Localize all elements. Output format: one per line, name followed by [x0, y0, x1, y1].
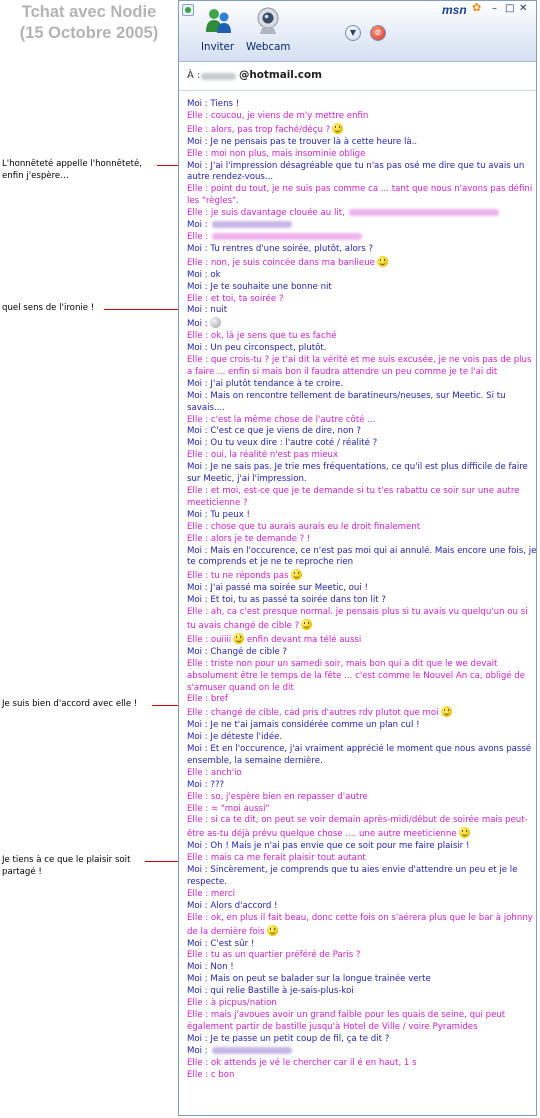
message-text: Elle : et moi, est-ce que je te demande si tu t'es rabattu ce soir sur une autre meeticienne ? — [187, 486, 520, 508]
webcam-label: Webcam — [246, 41, 291, 53]
page-title-line1: Tchat avec Nodie — [21, 3, 157, 21]
redacted-text — [349, 209, 499, 216]
message-elle — [187, 950, 537, 962]
message-text: Elle : changé de cible, cad pris d'autres rdv plutot que moi — [187, 708, 439, 719]
message-elle — [187, 208, 537, 220]
message-moi — [187, 583, 537, 595]
message-text: Elle : mais ca me ferait plaisir tout autant — [187, 853, 366, 864]
message-moi — [187, 962, 537, 974]
message-text: Elle : c'est la même chose de l'autre côté ... — [187, 414, 376, 425]
message-elle — [187, 815, 537, 841]
message-elle — [187, 256, 537, 270]
to-label: À : — [187, 70, 201, 81]
chevron-down-icon: ▼ — [349, 28, 357, 37]
message-moi — [187, 1046, 537, 1058]
webcam-icon — [253, 6, 283, 36]
message-elle — [187, 853, 537, 865]
block-icon: ⊘ — [374, 28, 382, 37]
window-toolbar — [179, 1, 536, 62]
smiley-grin-icon — [233, 633, 244, 644]
page-title-line2: (15 Octobre 2005) — [19, 24, 159, 42]
message-text: Elle : alors, pas trop faché/déçu ? — [187, 124, 331, 135]
message-text: Elle : = "moi aussi" — [187, 803, 270, 814]
conversation-history — [187, 99, 537, 1081]
message-elle — [187, 1058, 537, 1070]
message-text: Elle : non, je suis coincée dans ma banlieue — [187, 257, 375, 268]
message-text: Elle : — [187, 231, 209, 242]
message-moi — [187, 939, 537, 951]
message-text: Moi : ??? — [187, 779, 225, 790]
webcam-button[interactable] — [246, 6, 290, 53]
message-elle — [187, 331, 537, 343]
message-text: Moi : Je te passe un petit coup de fil, ça te dit ? — [187, 1033, 390, 1044]
message-elle — [187, 569, 537, 583]
smiley-wink-icon — [301, 619, 312, 630]
message-moi — [187, 1034, 537, 1046]
message-text: Moi : nuit — [187, 305, 228, 316]
message-elle — [187, 1010, 537, 1034]
message-elle — [187, 998, 537, 1010]
message-elle — [187, 633, 537, 647]
message-moi — [187, 462, 537, 486]
message-elle — [187, 792, 537, 804]
invite-button[interactable] — [201, 6, 234, 53]
message-moi — [187, 161, 537, 185]
message-text: Moi : Je ne sais pas. Je trie mes fréquentations, ce qu'il est plus difficile de faire sur Meetic, j'ai l'impression. — [187, 462, 528, 485]
message-text: Elle : que crois-tu ? je t'ai dit la vérité et me suis excusée, je ne vois pas de plus a faire ... enfin si mais bon il faudra attendre un peu comme je te l'ai dit — [187, 355, 532, 377]
message-elle — [187, 232, 537, 244]
message-moi — [187, 426, 537, 438]
message-text: Elle : coucou, je viens de m'y mettre enfin — [187, 110, 369, 121]
message-elle — [187, 450, 537, 462]
message-text: Moi : Je déteste l'idée. — [187, 732, 283, 743]
message-elle — [187, 659, 537, 695]
message-elle — [187, 355, 537, 379]
message-moi — [187, 343, 537, 355]
invite-label: Inviter — [201, 41, 235, 53]
message-text: Moi : Changé de cible ? — [187, 646, 288, 657]
message-moi — [187, 780, 537, 792]
message-elle — [187, 123, 537, 137]
message-moi — [187, 99, 537, 111]
message-moi — [187, 647, 537, 659]
message-moi — [187, 841, 537, 853]
more-options-button[interactable] — [345, 25, 361, 41]
close-button[interactable]: ✕ — [519, 3, 528, 14]
message-elle — [187, 768, 537, 780]
message-text: Elle : et toi, ta soirée ? — [187, 293, 284, 304]
page-title — [0, 2, 178, 44]
message-moi — [187, 317, 537, 331]
smiley-wink-icon — [441, 706, 452, 717]
message-moi — [187, 510, 537, 522]
annotation-connector — [104, 309, 183, 310]
message-text: Moi : Je te souhaite une bonne nit — [187, 281, 332, 292]
redacted-contact-name — [201, 73, 236, 80]
message-elle — [187, 706, 537, 720]
message-text: Moi : Ou tu veux dire : l'autre coté / réalité ? — [187, 438, 378, 449]
message-elle — [187, 607, 537, 633]
msn-logo: msn — [442, 3, 467, 17]
redacted-text — [212, 233, 362, 240]
message-text: Elle : so, j'espère bien en repasser d'autre — [187, 791, 368, 802]
message-moi — [187, 901, 537, 913]
message-elle — [187, 804, 537, 816]
message-text: Moi : Tu peux ! — [187, 509, 250, 520]
message-text: Elle : ah, ca c'est presque normal. je pensais plus si tu avais vu quelqu'un ou si tu avais changé de cible ? — [187, 607, 528, 631]
message-text: Elle : ok, là je sens que tu es faché — [187, 331, 337, 342]
message-text: Moi : — [187, 319, 208, 330]
smiley-wink-icon — [332, 123, 343, 134]
annotation-agree: Je suis bien d'accord avec elle ! — [2, 699, 138, 709]
message-text: Elle : c bon — [187, 1069, 235, 1080]
message-text: Elle : merci — [187, 888, 235, 899]
redacted-text — [212, 1047, 292, 1054]
message-text: Moi : Alors d'accord ! — [187, 900, 278, 911]
smiley-wink-icon — [291, 569, 302, 580]
annotation-pleasure: Je tiens à ce que le plaisir soit partagé ! — [2, 855, 131, 877]
message-elle — [187, 184, 537, 208]
message-text: Elle : mais j'avoues avoir un grand faible pour les quais de seine, qui peut également partir de bastille jusqu'à Hotel de Ville / voire Pyramides — [187, 1009, 506, 1032]
message-text: Moi : J'ai l'impression désagréable que tu n'as pas osé me dire que tu avais un autre rendez-vous... — [187, 160, 525, 183]
message-text: Moi : — [187, 1045, 208, 1056]
message-text: Moi : Mais en l'occurence, ce n'est pas moi qui ai annulé. Mais encore une fois, je te comprends et je ne te reproche rien — [187, 545, 537, 568]
message-text: Moi : Sincèrement, je comprends que tu aies envie d'attendre un peu et je le respecte. — [187, 865, 518, 887]
smiley-wink-icon — [377, 256, 388, 267]
message-elle — [187, 149, 537, 161]
message-text: Moi : Et en l'occurence, j'ai vraiment apprécié le moment que nous avons passé ensemble, la semaine dernière. — [187, 744, 532, 766]
message-moi — [187, 282, 537, 294]
message-text: Moi : Je ne pensais pas te trouver là à cette heure là.. — [187, 136, 418, 147]
message-text: Moi : J'ai plutôt tendance à te croire. — [187, 378, 344, 389]
message-text: Elle : point du tout, je ne suis pas comme ca ... tant que nous n'avons pas défini les "règles". — [187, 184, 533, 207]
message-text: Elle : alors je te demande ? ! — [187, 533, 311, 544]
message-moi — [187, 546, 537, 570]
to-field — [179, 62, 536, 91]
message-text: Moi : Et toi, tu as passé ta soirée dans ton lit ? — [187, 595, 386, 606]
message-text: Elle : moi non plus, mais insominie oblige — [187, 148, 366, 159]
message-text: Elle : je suis davantage clouée au lit, — [187, 208, 345, 219]
message-text: Moi : C'est ce que je viens de dire, non ? — [187, 426, 361, 437]
maximize-button[interactable]: □ — [505, 3, 515, 14]
message-text: Elle : à picpus/nation — [187, 998, 277, 1009]
message-text: Elle : triste non pour un samedi soir, mais bon qui a dit que le we devait absolument être le temps de la fête ... c'est comme le Nouvel An ca, obligé de s'amuser quand on le dit — [187, 658, 526, 693]
smiley-grin-icon — [267, 925, 278, 936]
block-contact-button[interactable] — [370, 25, 386, 41]
contact-email-domain: @hotmail.com — [239, 69, 322, 81]
message-text: Elle : ok, en plus il fait beau, donc cette fois on s'aérera plus que le bar à johnny de la dernière fois — [187, 912, 533, 937]
message-moi — [187, 244, 537, 256]
message-moi — [187, 595, 537, 607]
annotation-irony: quel sens de l'ironie ! — [2, 303, 95, 313]
message-elle — [187, 294, 537, 306]
message-moi — [187, 865, 537, 889]
message-elle — [187, 534, 537, 546]
chat-window — [178, 0, 537, 1116]
message-moi — [187, 732, 537, 744]
message-elle — [187, 486, 537, 510]
message-text: Elle : si ca te dit, on peut se voir demain après-midi/début de soirée mais peut-être as-tu déjà prévu quelque chose .... une autre meeticienne — [187, 815, 528, 840]
message-text: Elle : tu ne réponds pas — [187, 571, 289, 582]
message-moi — [187, 974, 537, 986]
invite-contacts-icon — [203, 6, 233, 36]
msn-butterfly-icon: ✿ — [472, 1, 482, 14]
message-text: Moi : Mais on peut se balader sur la longue trainée verte — [187, 974, 431, 985]
message-moi — [187, 220, 537, 232]
minimize-button[interactable]: – — [492, 3, 497, 14]
message-text: Moi : — [187, 220, 208, 231]
message-moi — [187, 438, 537, 450]
message-text: Moi : C'est sûr ! — [187, 938, 255, 949]
annotation-honesty: L'honnêteté appelle l'honnêteté, enfin j'espère… — [2, 159, 143, 181]
message-text: Elle : bref — [187, 694, 228, 705]
message-text: Moi : Tu rentres d'une soirée, plutôt, alors ? — [187, 243, 374, 254]
message-text: Moi : Tiens ! — [187, 99, 240, 109]
message-text: Moi : Oh ! Mais je n'ai pas envie que ce soit pour me faire plaisir ! — [187, 841, 470, 852]
redacted-text — [212, 221, 292, 228]
message-text: Moi : Je ne t'ai jamais considérée comme un plan cul ! — [187, 720, 420, 731]
message-text: Elle : ouiiii — [187, 634, 232, 645]
message-moi — [187, 305, 537, 317]
message-moi — [187, 137, 537, 149]
message-moi — [187, 986, 537, 998]
moon-icon — [210, 317, 221, 328]
message-text: Elle : ok attends je vé le chercher car il é en haut, 1 s — [187, 1057, 417, 1068]
message-elle — [187, 111, 537, 123]
message-text: Moi : Non ! — [187, 962, 234, 973]
message-text: Elle : chose que tu aurais aurais eu le droit finalement — [187, 521, 421, 532]
message-text: Moi : Mais on rencontre tellement de baratineurs/neuses, sur Meetic. Si tu savais.... — [187, 390, 506, 413]
message-elle — [187, 889, 537, 901]
message-moi — [187, 391, 537, 415]
message-moi — [187, 720, 537, 732]
message-moi — [187, 744, 537, 768]
message-text: Elle : anch'io — [187, 767, 242, 778]
message-text: Elle : tu as un quartier préféré de Paris ? — [187, 950, 361, 961]
message-text: Moi : ok — [187, 269, 221, 280]
message-text: Moi : qui relie Bastille à je-sais-plus-koi — [187, 986, 354, 997]
message-text: Elle : oui, la réalité n'est pas mieux — [187, 450, 339, 461]
message-text: Moi : J'ai passé ma soirée sur Meetic, oui ! — [187, 583, 368, 594]
message-elle — [187, 913, 537, 939]
message-elle — [187, 415, 537, 427]
message-elle — [187, 522, 537, 534]
message-elle — [187, 694, 537, 706]
smiley-wink-icon — [459, 827, 470, 838]
message-moi — [187, 270, 537, 282]
message-elle — [187, 1070, 537, 1082]
message-text: Moi : Un peu circonspect, plutôt. — [187, 343, 327, 354]
message-text-suffix: enfin devant ma télé aussi — [244, 634, 362, 645]
message-moi — [187, 379, 537, 391]
window-system-icon[interactable] — [182, 4, 194, 16]
